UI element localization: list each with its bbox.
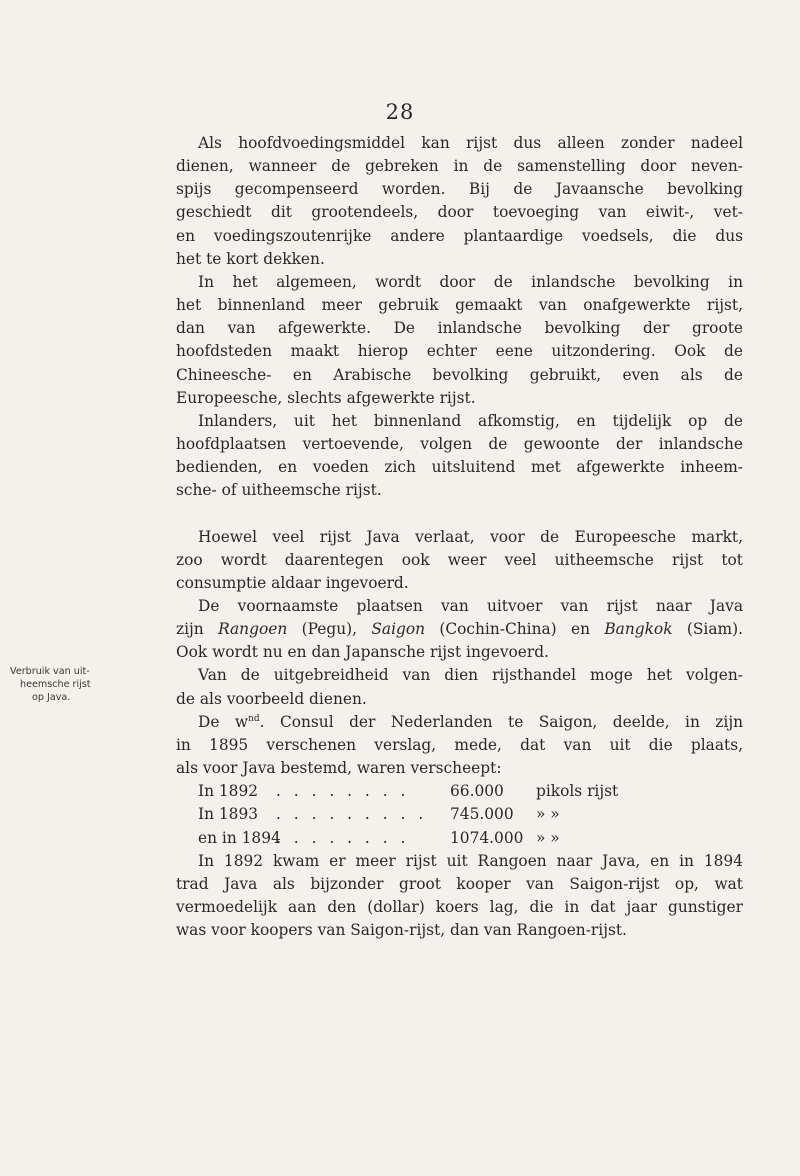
text-line: sche- of uitheemsche rijst. [176,481,382,500]
text-line: dienen, wanneer de gebreken in de samenstelling door neven- [176,157,743,176]
shipment-amount: 1074.000 [450,828,524,847]
text-line: spijs gecompenseerd worden. Bij de Javaansche bevolking [176,180,743,199]
text-line: Ook wordt nu en dan Japansche rijst ingevoerd. [176,643,549,662]
text-span: De w [198,712,249,731]
text-line: Hoewel veel rijst Java verlaat, voor de Europeesche markt, [198,527,743,546]
text-span: zijn [176,620,219,639]
text-line: als voor Java bestemd, waren verscheept: [176,759,502,778]
shipment-row [176,827,743,850]
body-text [176,132,743,942]
text-line: in 1895 verschenen verslag, mede, dat van uit die plaats, [176,735,743,754]
margin-note-line: op Java. [32,692,71,703]
shipment-unit: » » [536,828,560,847]
text-span: (Pegu), [287,620,372,639]
margin-note-line: heemsche rijst [20,679,91,690]
text-line: Europeesche, slechts afgewerkte rijst. [176,388,476,407]
text-line: Van de uitgebreidheid van dien rijsthandel moge het volgen- [198,666,743,685]
text-line: dan van afgewerkte. De inlandsche bevolking der groote [176,319,743,338]
text-line [176,711,743,734]
place-name-rangoen: Rangoen [218,620,288,639]
text-span: (Cochin-China) en [425,620,605,639]
text-line: geschiedt dit grootendeels, door toevoeging van eiwit-, vet- [176,203,743,222]
text-line [176,618,743,641]
text-line: hoofdplaatsen vertoevende, volgen de gewoonte der inlandsche [176,435,743,454]
text-line: hoofdsteden maakt hierop echter eene uitzondering. Ook de [176,342,743,361]
shipment-row [176,803,743,826]
text-line: Als hoofdvoedingsmiddel kan rijst dus alleen zonder nadeel [198,134,743,152]
superscript: nd [248,713,260,724]
text-line: was voor koopers van Saigon-rijst, dan van Rangoen-rijst. [176,921,627,940]
place-name-bangkok: Bangkok [604,620,673,639]
text-line: consumptie aldaar ingevoerd. [176,573,409,592]
leader-dots: . . . . . . . . [276,828,410,847]
text-line: het te kort dekken. [176,249,325,268]
margin-note-line: Verbruik van uit- [10,666,90,677]
page-number: 28 [385,100,415,124]
shipment-year: en in 1894 [198,828,281,847]
text-line: de als voorbeeld dienen. [176,689,367,708]
leader-dots: . . . . . . . . . [276,805,428,824]
shipment-amount: 745.000 [450,805,514,824]
shipment-row [176,780,743,803]
shipment-unit: pikols rijst [536,782,619,801]
text-line: het binnenland meer gebruik gemaakt van onafgewerkte rijst, [176,296,743,315]
margin-note [10,665,168,704]
text-span: . Consul der Nederlanden te Saigon, deelde, in zijn [259,712,744,731]
text-span: (Siam). [672,620,744,639]
shipment-year: In 1892 [198,782,259,801]
text-line: vermoedelijk aan den (dollar) koers lag, die in dat jaar gunstiger [176,898,743,916]
shipment-year: In 1893 [198,805,259,824]
text-line: Chineesche- en Arabische bevolking gebruikt, even als de [176,365,743,384]
text-line: De voornaamste plaatsen van uitvoer van rijst naar Java [198,596,743,615]
text-line: zoo wordt daarentegen ook weer veel uitheemsche rijst tot [176,550,743,569]
text-line: In 1892 kwam er meer rijst uit Rangoen naar Java, en in 1894 [198,851,743,870]
place-name-saigon: Saigon [371,620,426,639]
leader-dots: . . . . . . . . [276,782,410,801]
text-line: In het algemeen, wordt door de inlandsche bevolking in [198,272,743,291]
shipment-amount: 66.000 [450,782,504,801]
text-line: Inlanders, uit het binnenland afkomstig, en tijdelijk op de [198,411,743,430]
text-line: en voedingszoutenrijke andere plantaardige voedsels, die dus [176,226,743,245]
text-line: bedienden, en voeden zich uitsluitend met afgewerkte inheem- [176,458,743,477]
text-line: trad Java als bijzonder groot kooper van Saigon-rijst op, wat [176,874,743,893]
shipment-unit: » » [536,805,560,824]
